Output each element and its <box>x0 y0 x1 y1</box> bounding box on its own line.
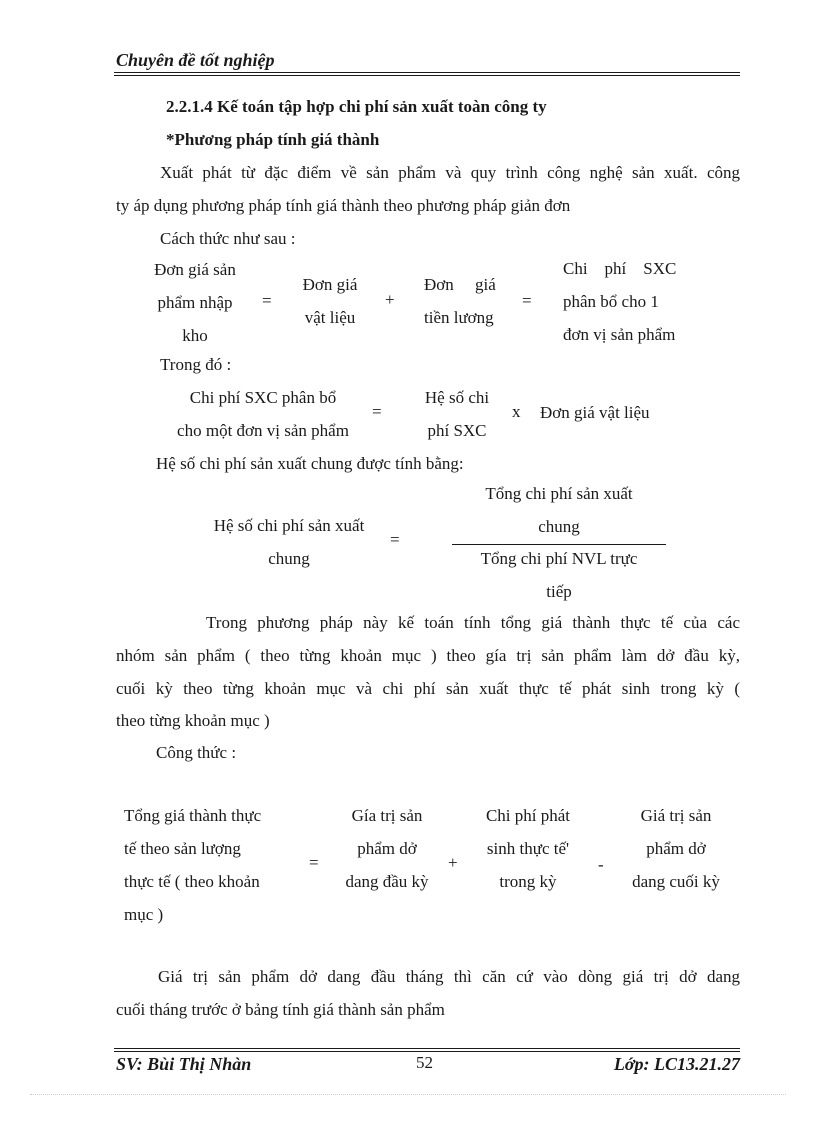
closing-line-1: Giá trị sản phẩm dở dang đầu tháng thì căn cứ vào dòng giá trị dở dang <box>158 967 740 986</box>
formula4-equals: = <box>309 853 319 872</box>
formula1-term1 <box>292 268 368 334</box>
formula1-equals: = <box>262 291 272 310</box>
formula3-denominator-line: tiếp <box>546 582 572 601</box>
footer-student: SV: Bùi Thị Nhàn <box>116 1054 252 1074</box>
header-rule-bottom <box>114 75 740 76</box>
formula2-lhs <box>150 381 376 447</box>
formula1-term3 <box>563 252 693 351</box>
formula4-term3 <box>620 799 732 898</box>
formula3-numerator-line: chung <box>538 517 580 536</box>
formula4-term2-line: Chi phí phát <box>485 806 571 825</box>
formula1-lhs-line: kho <box>182 326 208 345</box>
paragraph-line-3: cuối kỳ theo từng khoản mục và chi phí sản xuất thực tế phát sinh trong kỳ ( <box>116 679 740 698</box>
section-subheading: *Phương pháp tính giá thành <box>166 130 380 149</box>
formula3-equals: = <box>390 530 400 549</box>
formula2-term1-line: phí SXC <box>427 421 487 440</box>
paragraph-line-4: theo từng khoản mục ) <box>116 711 270 730</box>
formula1-term1-line: vật liệu <box>304 308 356 327</box>
formula4-term3-line: phẩm dở <box>646 839 706 858</box>
coef-label: Hệ số chi phí sản xuất chung được tính bằng: <box>156 454 464 473</box>
header-title: Chuyên đề tốt nghiệp <box>116 50 275 70</box>
formula4-minus: - <box>598 855 604 874</box>
formula4-lhs-line: tế theo sản lượng <box>124 839 241 858</box>
formula4-term2 <box>470 799 586 898</box>
formula3-numerator <box>452 477 666 543</box>
formula2-term1-line: Hệ số chi <box>424 388 490 407</box>
formula4-term2-line: sinh thực tế' <box>486 839 570 858</box>
intro-line-2: ty áp dụng phương pháp tính giá thành theo phương pháp giản đơn <box>116 196 571 215</box>
formula4-term1-line: Gía trị sản <box>351 806 423 825</box>
formula1-equals-2: = <box>522 291 532 310</box>
footer-rule-bottom <box>114 1051 740 1052</box>
footer-rule-top <box>114 1048 740 1049</box>
formula4-lhs-line: mục ) <box>124 905 164 924</box>
formula2-times: x <box>512 402 521 421</box>
formula4-lhs <box>124 799 294 931</box>
method-label: Cách thức như sau : <box>160 229 296 248</box>
formula4-lhs-line: thực tế ( theo khoản <box>124 872 260 891</box>
formula1-term3-line: phân bổ cho 1 <box>563 292 659 311</box>
formula4-term1-line: dang đầu kỳ <box>345 872 429 891</box>
paragraph-line-1: Trong phương pháp này kế toán tính tổng giá thành thực tế của các <box>206 613 740 632</box>
formula1-term1-line: Đơn giá <box>302 275 358 294</box>
formula4-plus: + <box>448 853 458 872</box>
formula1-term2 <box>424 268 508 334</box>
formula2-term1 <box>414 381 500 447</box>
formula3-denominator <box>452 542 666 608</box>
formula1-lhs-line: phẩm nhập <box>157 293 233 312</box>
page-edge-dotted-line <box>30 1094 786 1095</box>
formula1-lhs-line: Đơn giá sản <box>154 260 236 279</box>
formula3-lhs-line: Hệ số chi phí sản xuất <box>213 516 365 535</box>
formula4-term3-line: dang cuối kỳ <box>632 872 720 891</box>
header-rule-top <box>114 72 740 73</box>
formula1-term3-line: Chi phí SXC <box>563 259 677 278</box>
formula2-lhs-line: Chi phí SXC phân bổ <box>189 388 337 407</box>
formula3-numerator-line: Tổng chi phí sản xuất <box>485 484 633 503</box>
formula1-plus: + <box>385 290 395 309</box>
formula-label: Công thức : <box>156 743 237 762</box>
formula1-term2-line: Đơn giá <box>424 275 496 294</box>
intro-line-1: Xuất phát từ đặc điểm về sản phẩm và quy trình công nghệ sản xuất. công <box>160 163 740 182</box>
formula2-equals: = <box>372 402 382 421</box>
formula3-denominator-line: Tổng chi phí NVL trực <box>480 549 638 568</box>
formula1-lhs <box>140 253 250 352</box>
formula1-term3-line: đơn vị sản phẩm <box>563 325 676 344</box>
formula4-term3-line: Giá trị sản <box>640 806 712 825</box>
formula4-term1-line: phẩm dở <box>357 839 417 858</box>
formula2-term2: Đơn giá vật liệu <box>540 403 650 422</box>
formula1-term2-line: tiền lương <box>424 308 494 327</box>
footer-page-number: 52 <box>416 1053 433 1072</box>
paragraph-line-2: nhóm sản phẩm ( theo từng khoản mục ) theo gía trị sản phẩm làm dở đầu kỳ, <box>116 646 740 665</box>
footer-class: Lớp: LC13.21.27 <box>613 1054 740 1074</box>
formula4-term2-line: trong kỳ <box>499 872 557 891</box>
formula3-lhs <box>196 509 382 575</box>
formula3-lhs-line: chung <box>268 549 310 568</box>
formula4-term1 <box>332 799 442 898</box>
where-label: Trong đó : <box>160 355 232 374</box>
formula4-lhs-line: Tổng giá thành thực <box>124 806 262 825</box>
section-heading: 2.2.1.4 Kế toán tập hợp chi phí sản xuất toàn công ty <box>166 97 547 116</box>
closing-line-2: cuối tháng trước ở bảng tính giá thành sản phẩm <box>116 1000 445 1019</box>
formula2-lhs-line: cho một đơn vị sản phẩm <box>177 421 349 440</box>
